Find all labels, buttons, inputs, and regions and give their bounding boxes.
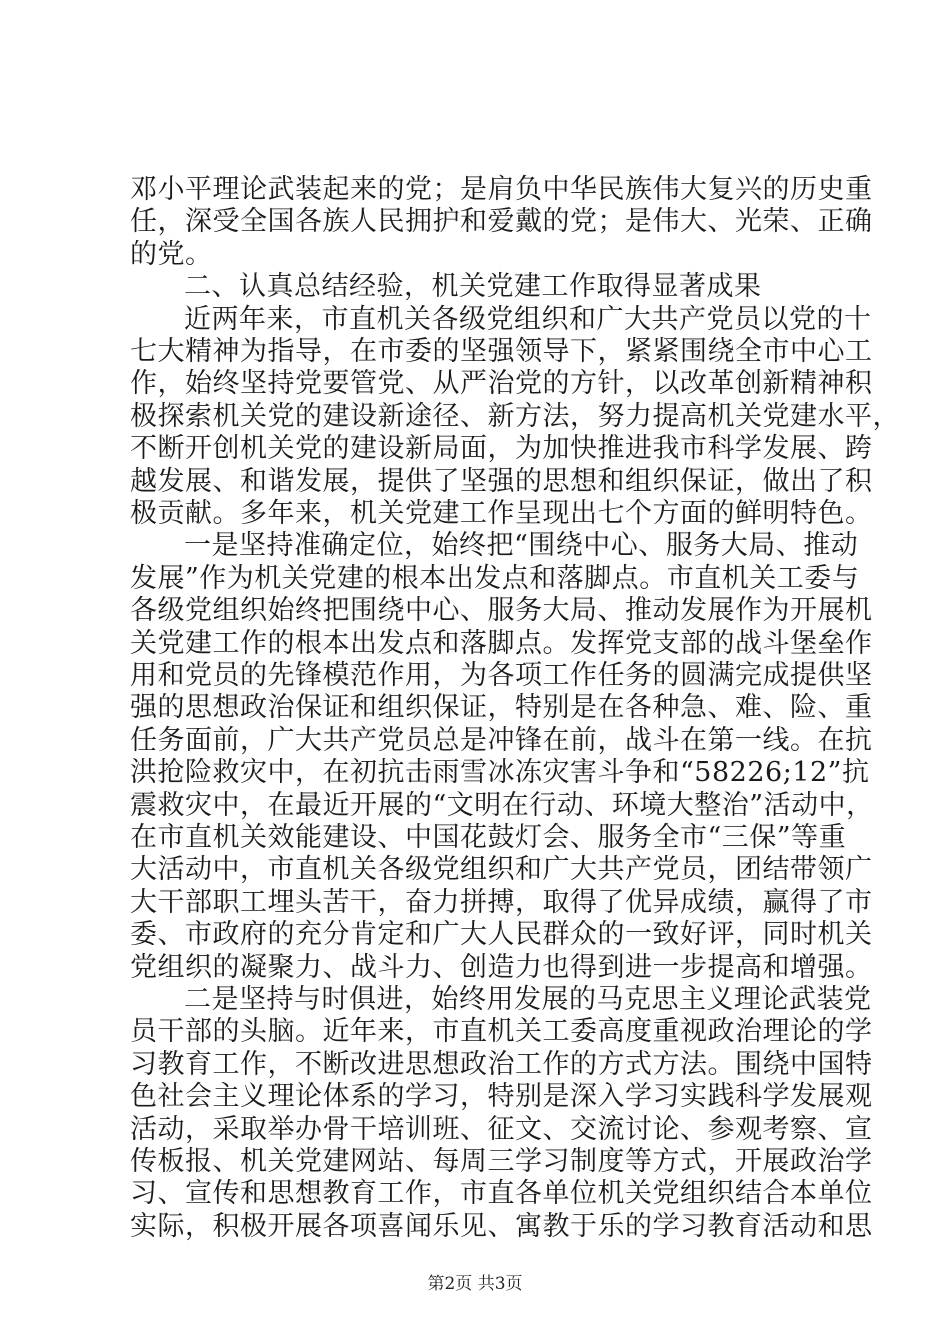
text-line: 员干部的头脑。近年来，市直机关工委高度重视政治理论的学 (130, 1016, 873, 1048)
text-line: 习教育工作，不断改进思想政治工作的方式方法。围绕中国特 (130, 1048, 873, 1080)
text-line: 传板报、机关党建网站、每周三学习制度等方式，开展政治学 (130, 1146, 873, 1177)
text-line: 极贡献。多年来，机关党建工作呈现出七个方面的鲜明特色。 (130, 498, 873, 529)
text-line: 二、认真总结经验，机关党建工作取得显著成果 (184, 271, 762, 303)
text-line: 震救灾中，在最近开展的“文明在行动、环境大整治”活动中， (130, 789, 874, 821)
text-line: 邓小平理论武装起来的党；是肩负中华民族伟大复兴的历史重 (130, 174, 873, 205)
text-line: 关党建工作的根本出发点和落脚点。发挥党支部的战斗堡垒作 (130, 627, 873, 659)
text-line: 党组织的凝聚力、战斗力、创造力也得到进一步提高和增强。 (130, 951, 873, 983)
text-line: 活动，采取举办骨干培训班、征文、交流讨论、参观考察、宣 (130, 1113, 873, 1145)
text-line: 洪抢险救灾中，在初抗击雨雪冰冻灾害斗争和“58226;12”抗 (130, 757, 870, 789)
text-line: 大活动中，市直机关各级党组织和广大共产党员，团结带领广 (130, 854, 873, 886)
text-line: 七大精神为指导，在市委的坚强领导下，紧紧围绕全市中心工 (130, 336, 873, 367)
page-footer: 第2页 共3页 (427, 1274, 523, 1294)
text-line: 作，始终坚持党要管党、从严治党的方针，以改革创新精神积 (130, 368, 873, 400)
text-line: 不断开创机关党的建设新局面，为加快推进我市科学发展、跨 (130, 433, 873, 465)
text-line: 大干部职工埋头苦干，奋力拼搏，取得了优异成绩，赢得了市 (130, 886, 873, 918)
text-line: 二是坚持与时俱进，始终用发展的马克思主义理论武装党 (184, 984, 872, 1015)
text-line: 色社会主义理论体系的学习，特别是深入学习实践科学发展观 (130, 1081, 873, 1113)
text-line: 发展”作为机关党建的根本出发点和落脚点。市直机关工委与 (130, 562, 860, 594)
text-line: 越发展、和谐发展，提供了坚强的思想和组织保证，做出了积 (130, 465, 873, 497)
text-line: 强的思想政治保证和组织保证，特别是在各种急、难、险、重 (130, 692, 873, 724)
text-line: 任务面前，广大共产党员总是冲锋在前，战斗在第一线。在抗 (130, 724, 873, 756)
text-line: 委、市政府的充分肯定和广大人民群众的一致好评，同时机关 (130, 919, 873, 951)
text-line: 在市直机关效能建设、中国花鼓灯会、服务全市“三保”等重 (130, 822, 847, 853)
text-line: 的党。 (130, 238, 213, 270)
text-line: 习、宣传和思想教育工作，市直各单位机关党组织结合本单位 (130, 1178, 873, 1210)
text-line: 一是坚持准确定位，始终把“围绕中心、服务大局、推动 (184, 530, 859, 562)
text-line: 实际，积极开展各项喜闻乐见、寓教于乐的学习教育活动和思 (130, 1210, 873, 1242)
text-line: 任，深受全国各族人民拥护和爱戴的党；是伟大、光荣、正确 (130, 206, 873, 238)
text-line: 用和党员的先锋模范作用，为各项工作任务的圆满完成提供坚 (130, 660, 873, 691)
text-line: 各级党组织始终把围绕中心、服务大局、推动发展作为开展机 (130, 595, 873, 627)
text-line: 近两年来，市直机关各级党组织和广大共产党员以党的十 (184, 303, 872, 335)
text-line: 极探索机关党的建设新途径、新方法，努力提高机关党建水平， (130, 400, 900, 432)
